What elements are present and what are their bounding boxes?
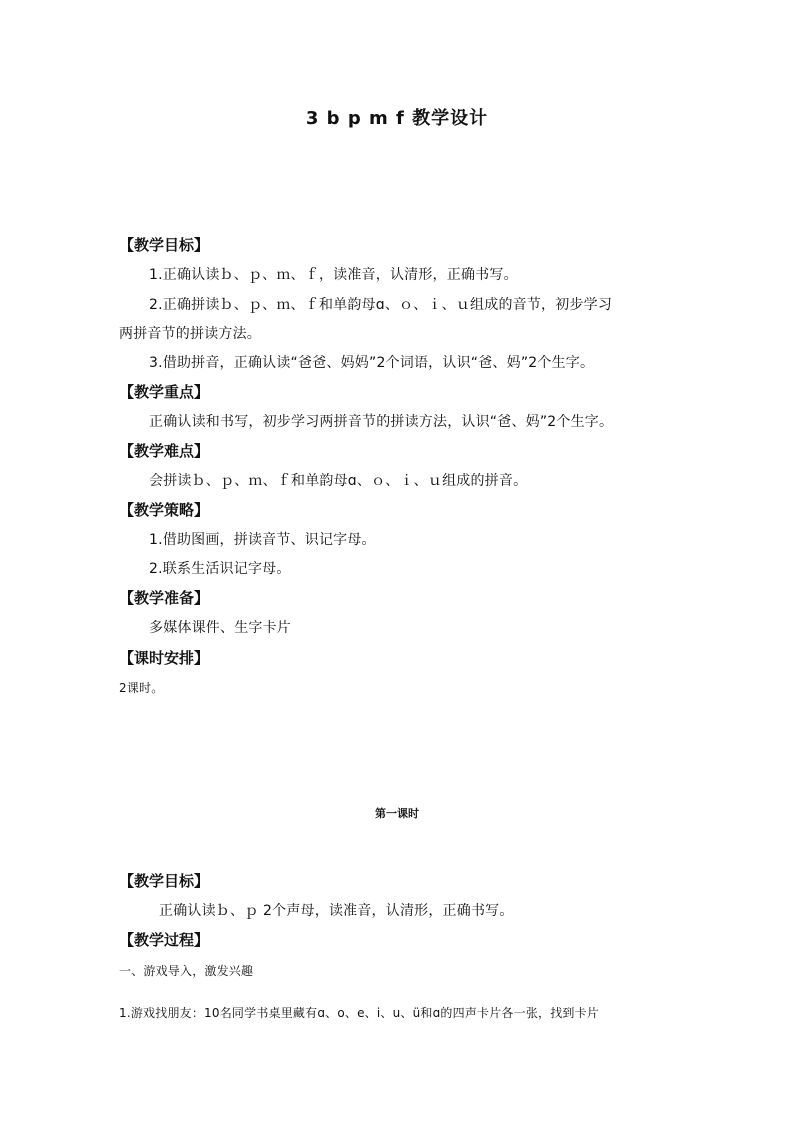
difficulty-heading: 【教学难点】 bbox=[119, 442, 210, 460]
lesson-1-title: 第一课时 bbox=[375, 807, 419, 820]
strategy-line-1: 1.借助图画，拼读音节、识记字母。 bbox=[149, 532, 376, 548]
schedule-heading: 【课时安排】 bbox=[119, 649, 210, 667]
lesson-1-goals-heading: 【教学目标】 bbox=[119, 872, 210, 890]
goal-line-2: 2.正确拼读ｂ、ｐ、ｍ、ｆ和单韵母ɑ、ｏ、ｉ、ｕ组成的音节，初步学习 bbox=[149, 297, 613, 313]
process-step-1: 一、游戏导入，激发兴趣 bbox=[119, 964, 254, 978]
goal-line-1: 1.正确认读ｂ、ｐ、ｍ、ｆ，读准音，认清形，正确书写。 bbox=[149, 267, 518, 283]
preparation-heading: 【教学准备】 bbox=[119, 589, 210, 607]
key-points-text: 正确认读和书写，初步学习两拼音节的拼读方法，认识“爸、妈”2个生字。 bbox=[149, 414, 614, 430]
goals-heading: 【教学目标】 bbox=[119, 236, 210, 254]
strategy-heading: 【教学策略】 bbox=[119, 501, 210, 519]
preparation-text: 多媒体课件、生字卡片 bbox=[149, 620, 291, 636]
key-points-heading: 【教学重点】 bbox=[119, 383, 210, 401]
process-heading: 【教学过程】 bbox=[119, 931, 210, 949]
schedule-text: 2课时。 bbox=[119, 681, 164, 695]
process-step-1-detail: 1.游戏找朋友：10名同学书桌里藏有ɑ、o、e、i、u、ü和ɑ的四声卡片各一张，找到卡片 bbox=[119, 1006, 600, 1020]
goal-line-2-continued: 两拼音节的拼读方法。 bbox=[119, 326, 261, 342]
lesson-1-goals-text: 正确认读ｂ、ｐ 2个声母，读准音，认清形，正确书写。 bbox=[159, 903, 514, 919]
difficulty-text: 会拼读ｂ、ｐ、ｍ、ｆ和单韵母ɑ、ｏ、ｉ、ｕ组成的拼音。 bbox=[149, 473, 528, 489]
strategy-line-2: 2.联系生活识记字母。 bbox=[149, 561, 291, 577]
goal-line-3: 3.借助拼音，正确认读“爸爸、妈妈”2个词语，认识“爸、妈”2个生字。 bbox=[149, 355, 595, 371]
document-title: 3 b p m f 教学设计 bbox=[305, 108, 489, 129]
